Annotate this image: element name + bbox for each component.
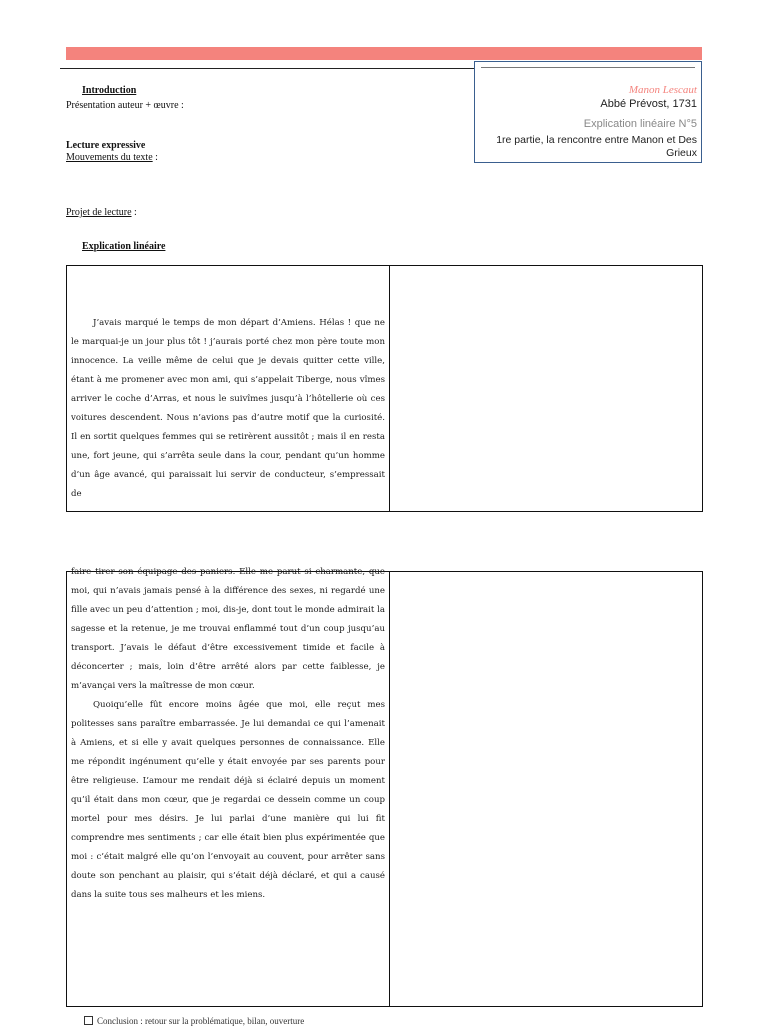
work-title: Manon Lescaut <box>628 84 697 96</box>
conclusion-label: Conclusion : retour sur la problématique, bilan, ouverture <box>97 1016 305 1026</box>
table-divider <box>389 572 390 1006</box>
text-paragraph: Quoiqu’elle fût encore moins âgée que moi, elle reçut mes politesses sans paraître embarrassée. Je lui demandai ce qui l’amenait à Amiens, et si elle y avait quelques personnes de connaissance. Elle me répondit ingénument qu’elle y était envoyée par ses parents pour être religieuse. L’amour me rendait déjà si éclairé depuis un moment qu’il était dans mon cœur, que je regardai ce dessein comme un coup mortel pour mes désirs. Je lui parlai d’une manière qui lui fit comprendre mes sentiments ; car elle était bien plus expérimentée que moi : c’était malgré elle qu’on l’envoyait au couvent, pour arrêter sans doute son penchant au plaisir, qui s’était déjà déclaré, et qui a causé dans la suite tous ses malheurs et les miens. <box>71 700 385 900</box>
text-paragraph: J’avais marqué le temps de mon départ d’Amiens. Hélas ! que ne le marquai-je un jour plus tôt ! j’aurais porté chez mon père toute mon innocence. La veille même de celui que je devais quitter cette ville, étant à me promener avec mon ami, qui s’appelait Tiberge, nous vîmes arriver le coche d’Arras, et nous le suivîmes jusqu’à l’hôtellerie où ces voitures descendent. Nous n’avions pas d’autre motif que la curiosité. Il en sortit quelques femmes qui se retirèrent aussitôt ; mais il en resta une, fort jeune, qui s’arrêta seule dans la cour, pendant qu’un homme d’un âge avancé, qui paraissait lui servir de conducteur, s’empressait de <box>71 318 385 499</box>
text-column <box>71 314 385 506</box>
title-box-rule <box>481 67 695 68</box>
text-column <box>71 563 385 943</box>
conclusion-checkbox-line <box>84 1016 384 1026</box>
label-mouvements-text: Mouvements du texte <box>66 152 153 163</box>
label-projet-colon: : <box>131 207 137 218</box>
text-paragraph: faire tirer son équipage des paniers. Elle me parut si charmante, que moi, qui n’avais jamais pensé à la différence des sexes, ni regardé une fille avec un peu d’attention ; moi, dis-je, dont tout le monde admirait la sagesse et la retenue, je me trouvai enflammé tout d’un coup jusqu’au transport. J’avais le défaut d’être excessivement timide et facile à déconcerter ; mais, loin d’être arrêté alors par cette faiblesse, je m’avançai vers la maîtresse de mon cœur. <box>71 567 385 691</box>
work-author: Abbé Prévost, 1731 <box>600 98 697 110</box>
explication-subtitle: 1re partie, la rencontre entre Manon et Des Grieux <box>496 134 697 159</box>
title-box <box>474 61 702 163</box>
table-divider <box>389 266 390 511</box>
label-projet <box>66 207 137 218</box>
label-mouvements <box>66 152 158 163</box>
label-projet-text: Projet de lecture <box>66 207 132 218</box>
label-presentation: Présentation auteur + œuvre : <box>66 100 184 111</box>
header-rule <box>60 68 475 69</box>
text-table-2 <box>66 567 703 1007</box>
heading-explication: Explication linéaire <box>82 241 166 252</box>
header-accent-bar <box>66 47 702 60</box>
text-table-1 <box>66 265 703 512</box>
heading-introduction: Introduction <box>82 85 137 96</box>
explication-number: Explication linéaire N°5 <box>583 118 697 130</box>
label-mouvements-colon: : <box>152 152 158 163</box>
heading-lecture: Lecture expressive <box>66 140 146 151</box>
